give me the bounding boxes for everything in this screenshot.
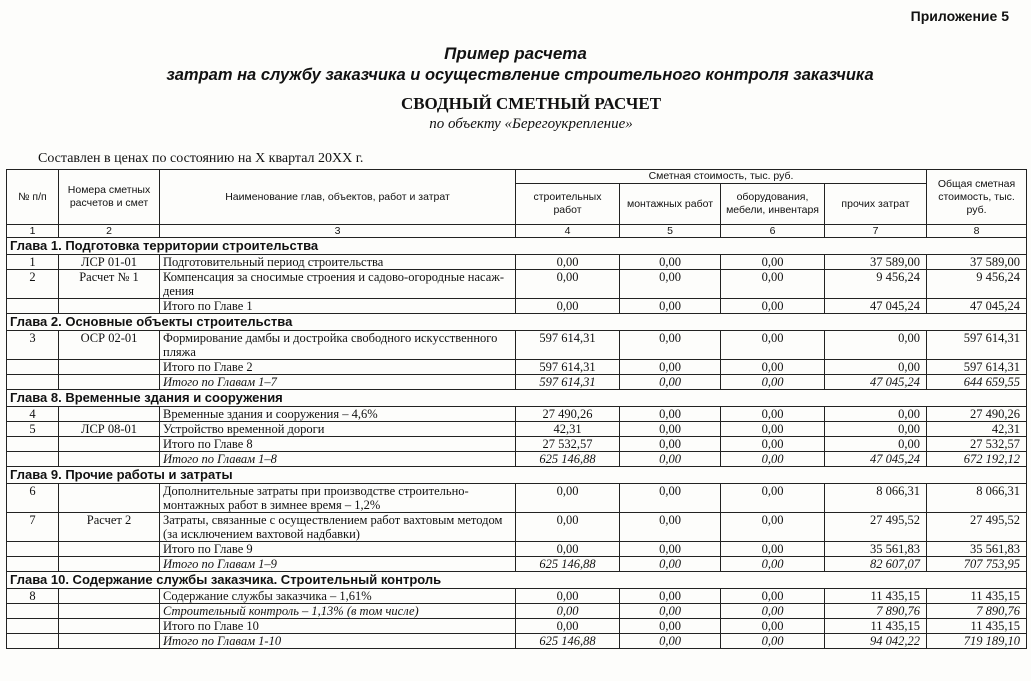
total-cost: 707 753,95 bbox=[927, 557, 1027, 572]
equipment-cost: 0,00 bbox=[721, 589, 825, 604]
construction-cost: 27 490,26 bbox=[516, 407, 620, 422]
table-row bbox=[7, 589, 1027, 604]
chapter-title: Глава 10. Содержание службы заказчика. Строительный контроль bbox=[7, 572, 1027, 589]
chapter-row bbox=[7, 572, 1027, 589]
row-number bbox=[7, 360, 59, 375]
installation-cost: 0,00 bbox=[620, 360, 721, 375]
row-name: Итого по Главам 1-10 bbox=[160, 634, 516, 649]
other-cost: 47 045,24 bbox=[825, 299, 927, 314]
equipment-cost: 0,00 bbox=[721, 437, 825, 452]
total-cost: 11 435,15 bbox=[927, 589, 1027, 604]
row-name: Строительный контроль – 1,13% (в том числе) bbox=[160, 604, 516, 619]
other-cost: 0,00 bbox=[825, 331, 927, 360]
table-row bbox=[7, 619, 1027, 634]
row-name: Дополнительные затраты при производстве строительно-монтажных работ в зимнее время – 1,2% bbox=[160, 484, 516, 513]
total-cost: 8 066,31 bbox=[927, 484, 1027, 513]
row-name: Компенсация за сносимые строения и садово-огородные насаж-дения bbox=[160, 270, 516, 299]
equipment-cost: 0,00 bbox=[721, 557, 825, 572]
col-number: 2 bbox=[59, 225, 160, 238]
appendix-label: Приложение 5 bbox=[910, 8, 1009, 24]
table-row bbox=[7, 542, 1027, 557]
equipment-cost: 0,00 bbox=[721, 484, 825, 513]
document-title: СВОДНЫЙ СМЕТНЫЙ РАСЧЕТ bbox=[400, 94, 662, 113]
construction-cost: 0,00 bbox=[516, 270, 620, 299]
row-number: 5 bbox=[7, 422, 59, 437]
installation-cost: 0,00 bbox=[620, 437, 721, 452]
equipment-cost: 0,00 bbox=[721, 407, 825, 422]
installation-cost: 0,00 bbox=[620, 604, 721, 619]
installation-cost: 0,00 bbox=[620, 557, 721, 572]
row-name: Итого по Главам 1–7 bbox=[160, 375, 516, 390]
row-name: Итого по Главе 10 bbox=[160, 619, 516, 634]
other-cost: 7 890,76 bbox=[825, 604, 927, 619]
row-code bbox=[59, 299, 160, 314]
header-other: прочих затрат bbox=[825, 184, 927, 225]
other-cost: 0,00 bbox=[825, 422, 927, 437]
row-name: Затраты, связанные с осуществлением работ вахтовым методом (за исключением вахтовой надбавки) bbox=[160, 513, 516, 542]
installation-cost: 0,00 bbox=[620, 331, 721, 360]
row-code bbox=[59, 407, 160, 422]
total-cost: 27 495,52 bbox=[927, 513, 1027, 542]
installation-cost: 0,00 bbox=[620, 270, 721, 299]
chapter-row bbox=[7, 238, 1027, 255]
row-name: Итого по Главам 1–8 bbox=[160, 452, 516, 467]
col-number: 6 bbox=[721, 225, 825, 238]
row-code bbox=[59, 589, 160, 604]
total-cost: 11 435,15 bbox=[927, 619, 1027, 634]
other-cost: 47 045,24 bbox=[825, 375, 927, 390]
other-cost: 47 045,24 bbox=[825, 452, 927, 467]
total-cost: 9 456,24 bbox=[927, 270, 1027, 299]
equipment-cost: 0,00 bbox=[721, 513, 825, 542]
row-code bbox=[59, 360, 160, 375]
chapter-row bbox=[7, 467, 1027, 484]
other-cost: 11 435,15 bbox=[825, 589, 927, 604]
total-cost: 597 614,31 bbox=[927, 360, 1027, 375]
row-number: 8 bbox=[7, 589, 59, 604]
row-number bbox=[7, 452, 59, 467]
other-cost: 11 435,15 bbox=[825, 619, 927, 634]
col-number: 5 bbox=[620, 225, 721, 238]
row-name: Итого по Главе 2 bbox=[160, 360, 516, 375]
row-name: Временные здания и сооружения – 4,6% bbox=[160, 407, 516, 422]
row-name: Итого по Главе 8 bbox=[160, 437, 516, 452]
example-title: Пример расчета bbox=[444, 44, 587, 63]
row-number bbox=[7, 619, 59, 634]
row-number bbox=[7, 557, 59, 572]
row-number: 1 bbox=[7, 255, 59, 270]
total-cost: 597 614,31 bbox=[927, 331, 1027, 360]
header-num: № п/п bbox=[7, 170, 59, 225]
row-name: Итого по Главе 1 bbox=[160, 299, 516, 314]
row-number bbox=[7, 299, 59, 314]
header-total: Общая сметная стоимость, тыс. руб. bbox=[927, 170, 1027, 225]
col-number: 3 bbox=[160, 225, 516, 238]
total-cost: 37 589,00 bbox=[927, 255, 1027, 270]
table-row bbox=[7, 255, 1027, 270]
table-row bbox=[7, 360, 1027, 375]
total-cost: 7 890,76 bbox=[927, 604, 1027, 619]
chapter-row bbox=[7, 390, 1027, 407]
other-cost: 94 042,22 bbox=[825, 634, 927, 649]
table-row bbox=[7, 604, 1027, 619]
table-row bbox=[7, 437, 1027, 452]
equipment-cost: 0,00 bbox=[721, 634, 825, 649]
header-installation: монтажных работ bbox=[620, 184, 721, 225]
equipment-cost: 0,00 bbox=[721, 299, 825, 314]
table-row bbox=[7, 513, 1027, 542]
table-row bbox=[7, 422, 1027, 437]
construction-cost: 625 146,88 bbox=[516, 634, 620, 649]
installation-cost: 0,00 bbox=[620, 299, 721, 314]
table-row bbox=[7, 634, 1027, 649]
equipment-cost: 0,00 bbox=[721, 604, 825, 619]
total-cost: 27 532,57 bbox=[927, 437, 1027, 452]
table-row bbox=[7, 331, 1027, 360]
construction-cost: 0,00 bbox=[516, 589, 620, 604]
installation-cost: 0,00 bbox=[620, 513, 721, 542]
row-number bbox=[7, 542, 59, 557]
equipment-cost: 0,00 bbox=[721, 619, 825, 634]
other-cost: 0,00 bbox=[825, 407, 927, 422]
equipment-cost: 0,00 bbox=[721, 375, 825, 390]
total-cost: 47 045,24 bbox=[927, 299, 1027, 314]
row-name: Формирование дамбы и достройка свободного искусственного пляжа bbox=[160, 331, 516, 360]
installation-cost: 0,00 bbox=[620, 589, 721, 604]
installation-cost: 0,00 bbox=[620, 452, 721, 467]
row-code: Расчет 2 bbox=[59, 513, 160, 542]
other-cost: 35 561,83 bbox=[825, 542, 927, 557]
row-number bbox=[7, 634, 59, 649]
total-cost: 672 192,12 bbox=[927, 452, 1027, 467]
column-number-row bbox=[7, 225, 1027, 238]
header-equipment: оборудования, мебели, инвентаря bbox=[721, 184, 825, 225]
equipment-cost: 0,00 bbox=[721, 270, 825, 299]
table-row bbox=[7, 557, 1027, 572]
installation-cost: 0,00 bbox=[620, 634, 721, 649]
construction-cost: 597 614,31 bbox=[516, 360, 620, 375]
table-row bbox=[7, 375, 1027, 390]
row-code bbox=[59, 484, 160, 513]
total-cost: 42,31 bbox=[927, 422, 1027, 437]
row-code bbox=[59, 542, 160, 557]
row-name: Подготовительный период строительства bbox=[160, 255, 516, 270]
construction-cost: 27 532,57 bbox=[516, 437, 620, 452]
total-cost: 27 490,26 bbox=[927, 407, 1027, 422]
row-code bbox=[59, 634, 160, 649]
row-number: 6 bbox=[7, 484, 59, 513]
construction-cost: 42,31 bbox=[516, 422, 620, 437]
chapter-title: Глава 9. Прочие работы и затраты bbox=[7, 467, 1027, 484]
row-code: ОСР 02-01 bbox=[59, 331, 160, 360]
equipment-cost: 0,00 bbox=[721, 422, 825, 437]
construction-cost: 625 146,88 bbox=[516, 557, 620, 572]
installation-cost: 0,00 bbox=[620, 422, 721, 437]
total-cost: 35 561,83 bbox=[927, 542, 1027, 557]
header-codes: Номера сметных расчетов и смет bbox=[59, 170, 160, 225]
other-cost: 8 066,31 bbox=[825, 484, 927, 513]
construction-cost: 0,00 bbox=[516, 542, 620, 557]
row-name: Устройство временной дороги bbox=[160, 422, 516, 437]
equipment-cost: 0,00 bbox=[721, 452, 825, 467]
prices-line: Составлен в ценах по состоянию на X квартал 20XX г. bbox=[38, 151, 364, 166]
construction-cost: 597 614,31 bbox=[516, 331, 620, 360]
chapter-title: Глава 2. Основные объекты строительства bbox=[7, 314, 1027, 331]
total-cost: 644 659,55 bbox=[927, 375, 1027, 390]
construction-cost: 0,00 bbox=[516, 255, 620, 270]
col-number: 1 bbox=[7, 225, 59, 238]
construction-cost: 0,00 bbox=[516, 604, 620, 619]
row-code bbox=[59, 375, 160, 390]
header-name: Наименование глав, объектов, работ и затрат bbox=[160, 170, 516, 225]
other-cost: 0,00 bbox=[825, 437, 927, 452]
table-row bbox=[7, 407, 1027, 422]
equipment-cost: 0,00 bbox=[721, 360, 825, 375]
construction-cost: 625 146,88 bbox=[516, 452, 620, 467]
installation-cost: 0,00 bbox=[620, 484, 721, 513]
installation-cost: 0,00 bbox=[620, 255, 721, 270]
equipment-cost: 0,00 bbox=[721, 331, 825, 360]
row-code bbox=[59, 557, 160, 572]
construction-cost: 0,00 bbox=[516, 299, 620, 314]
total-cost: 719 189,10 bbox=[927, 634, 1027, 649]
row-code bbox=[59, 604, 160, 619]
row-name: Содержание службы заказчика – 1,61% bbox=[160, 589, 516, 604]
row-code bbox=[59, 437, 160, 452]
row-code: Расчет № 1 bbox=[59, 270, 160, 299]
equipment-cost: 0,00 bbox=[721, 542, 825, 557]
row-number bbox=[7, 375, 59, 390]
row-code bbox=[59, 619, 160, 634]
construction-cost: 0,00 bbox=[516, 484, 620, 513]
other-cost: 27 495,52 bbox=[825, 513, 927, 542]
estimate-table bbox=[6, 169, 1027, 649]
other-cost: 9 456,24 bbox=[825, 270, 927, 299]
construction-cost: 0,00 bbox=[516, 513, 620, 542]
installation-cost: 0,00 bbox=[620, 542, 721, 557]
header-cost-group: Сметная стоимость, тыс. руб. bbox=[516, 170, 927, 184]
installation-cost: 0,00 bbox=[620, 375, 721, 390]
row-code: ЛСР 01-01 bbox=[59, 255, 160, 270]
row-number bbox=[7, 604, 59, 619]
construction-cost: 0,00 bbox=[516, 619, 620, 634]
chapter-title: Глава 1. Подготовка территории строительства bbox=[7, 238, 1027, 255]
row-number: 2 bbox=[7, 270, 59, 299]
row-number: 3 bbox=[7, 331, 59, 360]
table-row bbox=[7, 484, 1027, 513]
table-row bbox=[7, 299, 1027, 314]
row-code bbox=[59, 452, 160, 467]
chapter-row bbox=[7, 314, 1027, 331]
table-row bbox=[7, 452, 1027, 467]
row-code: ЛСР 08-01 bbox=[59, 422, 160, 437]
table-row bbox=[7, 270, 1027, 299]
row-number: 7 bbox=[7, 513, 59, 542]
other-cost: 37 589,00 bbox=[825, 255, 927, 270]
equipment-cost: 0,00 bbox=[721, 255, 825, 270]
construction-cost: 597 614,31 bbox=[516, 375, 620, 390]
col-number: 8 bbox=[927, 225, 1027, 238]
header-construction: строительных работ bbox=[516, 184, 620, 225]
installation-cost: 0,00 bbox=[620, 619, 721, 634]
row-number: 4 bbox=[7, 407, 59, 422]
row-name: Итого по Главе 9 bbox=[160, 542, 516, 557]
example-subtitle: затрат на службу заказчика и осуществление строительного контроля заказчика bbox=[166, 66, 874, 84]
col-number: 7 bbox=[825, 225, 927, 238]
table-body bbox=[7, 238, 1027, 649]
row-number bbox=[7, 437, 59, 452]
other-cost: 0,00 bbox=[825, 360, 927, 375]
other-cost: 82 607,07 bbox=[825, 557, 927, 572]
chapter-title: Глава 8. Временные здания и сооружения bbox=[7, 390, 1027, 407]
row-name: Итого по Главам 1–9 bbox=[160, 557, 516, 572]
object-line: по объекту «Берегоукрепление» bbox=[429, 116, 633, 132]
installation-cost: 0,00 bbox=[620, 407, 721, 422]
col-number: 4 bbox=[516, 225, 620, 238]
